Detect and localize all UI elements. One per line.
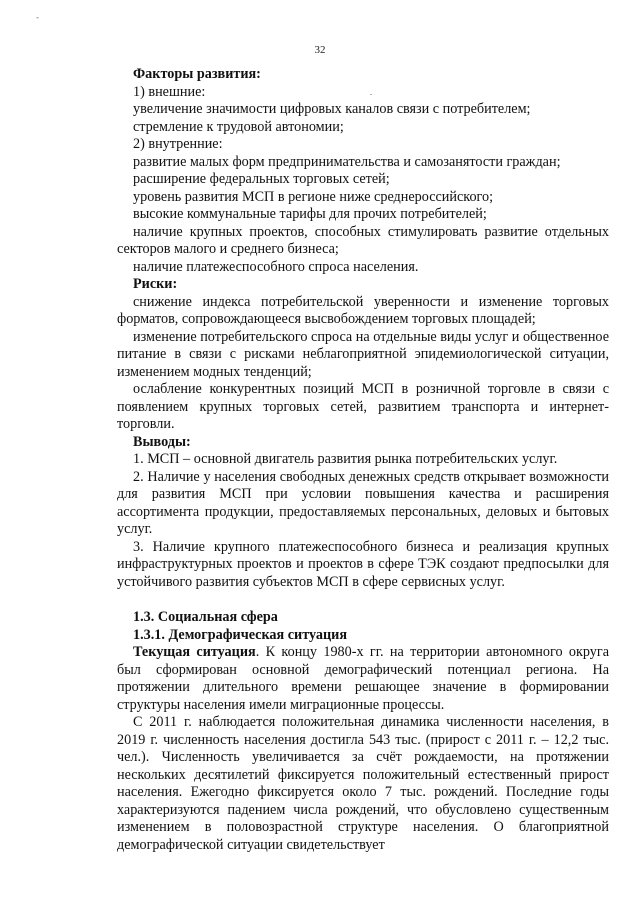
scan-mark: - <box>36 12 39 22</box>
risks-heading: Риски: <box>133 276 178 292</box>
internal-item: расширение федеральных торговых сетей; <box>133 171 390 187</box>
internal-item: высокие коммунальные тарифы для прочих потребителей; <box>133 206 487 222</box>
current-situation-label: Текущая ситуация <box>133 644 256 660</box>
current-situation-paragraph <box>101 644 609 714</box>
scan-dot: . <box>370 88 372 97</box>
current-situation-text: . К концу 1980-х гг. на территории автономного округа был сформирован основной демографический потенциал региона. На протяжении длительного времени решающее значение в формировании структуры населения имели миграционные процессы. <box>117 644 610 713</box>
internal-item: наличие платежеспособного спроса населения. <box>133 258 419 275</box>
section-title: 1.3. Социальная сфера <box>133 609 278 625</box>
page-content <box>117 66 609 854</box>
internal-item: наличие крупных проектов, способных стимулировать развитие отдельных секторов малого и среднего бизнеса; <box>117 223 609 257</box>
external-label: 1) внешние: <box>133 83 206 100</box>
page-number: 32 <box>314 44 326 56</box>
risk-item: изменение потребительского спроса на отдельные виды услуг и общественное питание в связи с рисками неблагоприятной эпидемиологической ситуации, изменением модных тенденций; <box>117 328 609 380</box>
conclusion-item: 1. МСП – основной двигатель развития рынка потребительских услуг. <box>133 451 558 467</box>
spacer <box>117 591 609 609</box>
internal-item: уровень развития МСП в регионе ниже среднероссийского; <box>133 188 494 205</box>
risk-item: ослабление конкурентных позиций МСП в розничной торговле в связи с появлением крупных торговых сетей, развитием транспорта и интернет-торговли. <box>117 381 609 432</box>
risk-item: снижение индекса потребительской уверенности и изменение торговых форматов, сопровождающееся высвобождением торговых площадей; <box>117 293 609 327</box>
population-paragraph: С 2011 г. наблюдается положительная динамика численности населения, в 2019 г. численность населения достигла 543 тыс. (прирост с 2011 г. – 12,2 тыс. чел.). Численность увеличивается за счёт рождаемости, на протяжении нескольких десятилетий фиксируется положительный естественный прирост населения. Ежегодно фиксируется около 7 тыс. рождений. Последние годы характеризуются падением числа рождений, что обусловлено существенным изменением в половозрастной структуре населения. О благоприятной демографической ситуации свидетельствует <box>117 714 609 853</box>
section-subtitle: 1.3.1. Демографическая ситуация <box>133 626 348 643</box>
internal-item: развитие малых форм предпринимательства и самозанятости граждан; <box>133 153 561 170</box>
conclusions-heading: Выводы: <box>133 433 191 450</box>
conclusion-item: 3. Наличие крупного платежеспособного бизнеса и реализация крупных инфраструктурных проектов и проектов в сфере ТЭК создают предпосылки для устойчивого развития субъектов МСП в сфере сервисных услуг. <box>117 538 609 590</box>
internal-label: 2) внутренние: <box>133 136 223 152</box>
external-item: увеличение значимости цифровых каналов связи с потребителем; <box>133 101 531 117</box>
factors-heading: Факторы развития: <box>133 66 261 82</box>
conclusion-item: 2. Наличие у населения свободных денежных средств открывает возможности для развития МСП при условии повышения качества и расширения ассортимента продукции, предоставляемых персональных, деловых и бытовых услуг. <box>117 468 609 537</box>
external-item: стремление к трудовой автономии; <box>133 118 344 135</box>
